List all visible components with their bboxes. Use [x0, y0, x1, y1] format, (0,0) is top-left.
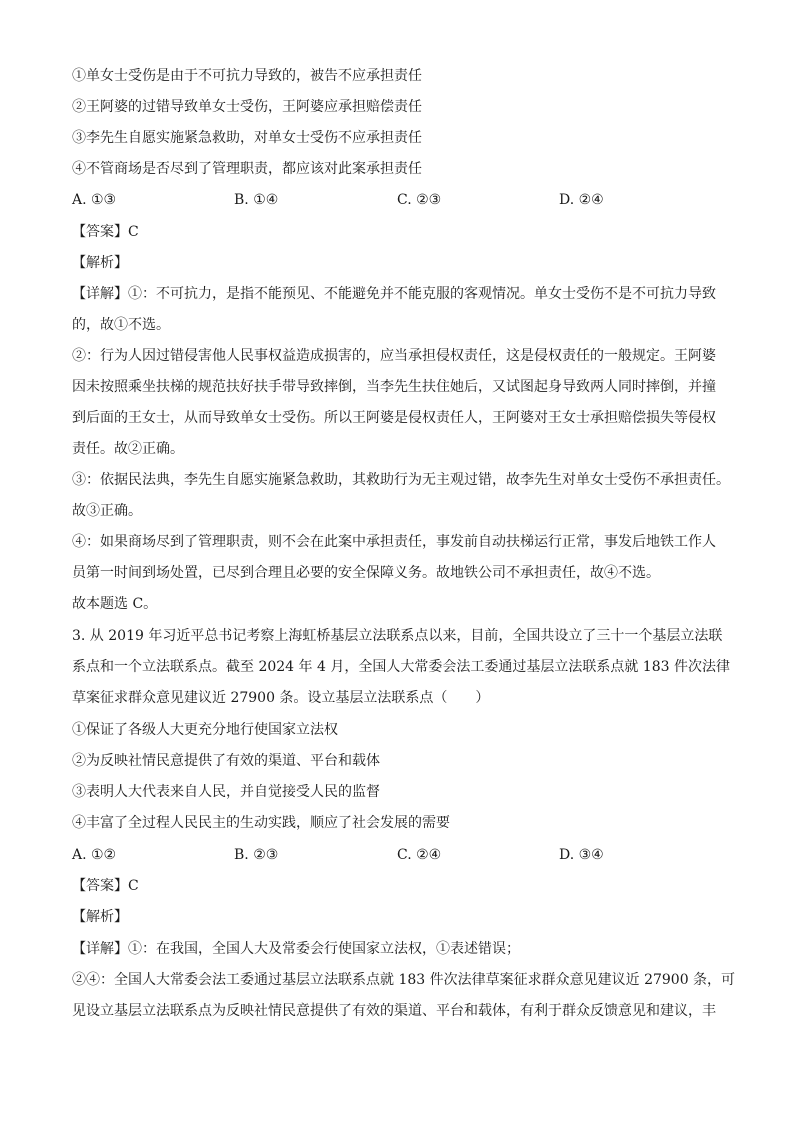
q2-option-a: A. ①③ — [72, 192, 117, 208]
q3-answer: 【答案】C — [72, 878, 139, 894]
q2-statement-3: ③李先生自愿实施紧急救助，对单女士受伤不应承担责任 — [72, 130, 422, 146]
q2-detail-line-2: 的，故①不选。 — [72, 317, 170, 333]
q3-option-a: A. ①② — [72, 847, 117, 863]
q2-conclusion: 故本题选 C。 — [72, 596, 158, 612]
q2-detail-line-4: 因未按照乘坐扶梯的规范扶好扶手带导致摔倒，当李先生扶住她后，又试图起身导致两人同时摔倒，并撞 — [72, 379, 716, 395]
q2-detail-line-5: 到后面的王女士，从而导致单女士受伤。所以王阿婆是侵权责任人，王阿婆对王女士承担赔偿损失等侵权 — [72, 410, 716, 426]
q3-stem-line-2: 系点和一个立法联系点。截至 2024 年 4 月，全国人大常委会法工委通过基层立法联系点就 183 件次法律 — [72, 659, 730, 675]
q2-option-b: B. ①④ — [234, 192, 279, 208]
q2-detail-line-10: 员第一时间到场处置，已尽到合理且必要的安全保障义务。故地铁公司不承担责任，故④不选。 — [72, 565, 660, 581]
q2-options — [72, 190, 722, 210]
q2-answer: 【答案】C — [72, 224, 139, 240]
q3-statement-3: ③表明人大代表来自人民，并自觉接受人民的监督 — [72, 784, 380, 800]
q3-option-b: B. ②③ — [234, 847, 279, 863]
q3-statement-2: ②为反映社情民意提供了有效的渠道、平台和载体 — [72, 753, 380, 769]
q2-detail-line-3: ②：行为人因过错侵害他人民事权益造成损害的，应当承担侵权责任，这是侵权责任的一般规定。王阿婆 — [72, 348, 716, 364]
q3-stem-line-3: 草案征求群众意见建议近 27900 条。设立基层立法联系点（ ） — [72, 690, 490, 706]
q2-detail-line-1: 【详解】①：不可抗力，是指不能预见、不能避免并不能克服的客观情况。单女士受伤不是不可抗力导致 — [72, 286, 716, 302]
q2-statement-1: ①单女士受伤是由于不可抗力导致的，被告不应承担责任 — [72, 68, 422, 84]
q3-analysis-label: 【解析】 — [72, 909, 128, 925]
q3-option-d: D. ③④ — [559, 847, 604, 863]
q3-detail-line-3: 见设立基层立法联系点为反映社情民意提供了有效的渠道、平台和载体，有利于群众反馈意见和建议，丰 — [72, 1003, 716, 1019]
q3-statement-1: ①保证了各级人大更充分地行使国家立法权 — [72, 722, 338, 738]
q2-statement-4: ④不管商场是否尽到了管理职责，都应该对此案承担责任 — [72, 161, 422, 177]
q2-option-c: C. ②③ — [397, 192, 442, 208]
q3-detail-line-1: 【详解】①：在我国，全国人大及常委会行使国家立法权，①表述错误； — [72, 941, 520, 957]
q2-statement-2: ②王阿婆的过错导致单女士受伤，王阿婆应承担赔偿责任 — [72, 99, 422, 115]
q3-statement-4: ④丰富了全过程人民民主的生动实践，顺应了社会发展的需要 — [72, 815, 450, 831]
q3-stem-line-1: 3. 从 2019 年习近平总书记考察上海虹桥基层立法联系点以来，目前，全国共设立了三十一个基层立法联 — [72, 628, 723, 644]
q3-detail-line-2: ②④：全国人大常委会法工委通过基层立法联系点就 183 件次法律草案征求群众意见建议近 27900 条，可 — [72, 972, 736, 988]
q2-analysis-label: 【解析】 — [72, 255, 128, 271]
q2-option-d: D. ②④ — [559, 192, 604, 208]
q2-detail-line-8: 故③正确。 — [72, 503, 142, 519]
q2-detail-line-7: ③：依据民法典，李先生自愿实施紧急救助，其救助行为无主观过错，故李先生对单女士受伤不承担责任。 — [72, 472, 730, 488]
q3-option-c: C. ②④ — [397, 847, 442, 863]
q2-detail-line-9: ④：如果商场尽到了管理职责，则不会在此案中承担责任，事发前自动扶梯运行正常，事发后地铁工作人 — [72, 534, 716, 550]
q3-options — [72, 845, 722, 865]
q2-detail-line-6: 责任。故②正确。 — [72, 441, 184, 457]
